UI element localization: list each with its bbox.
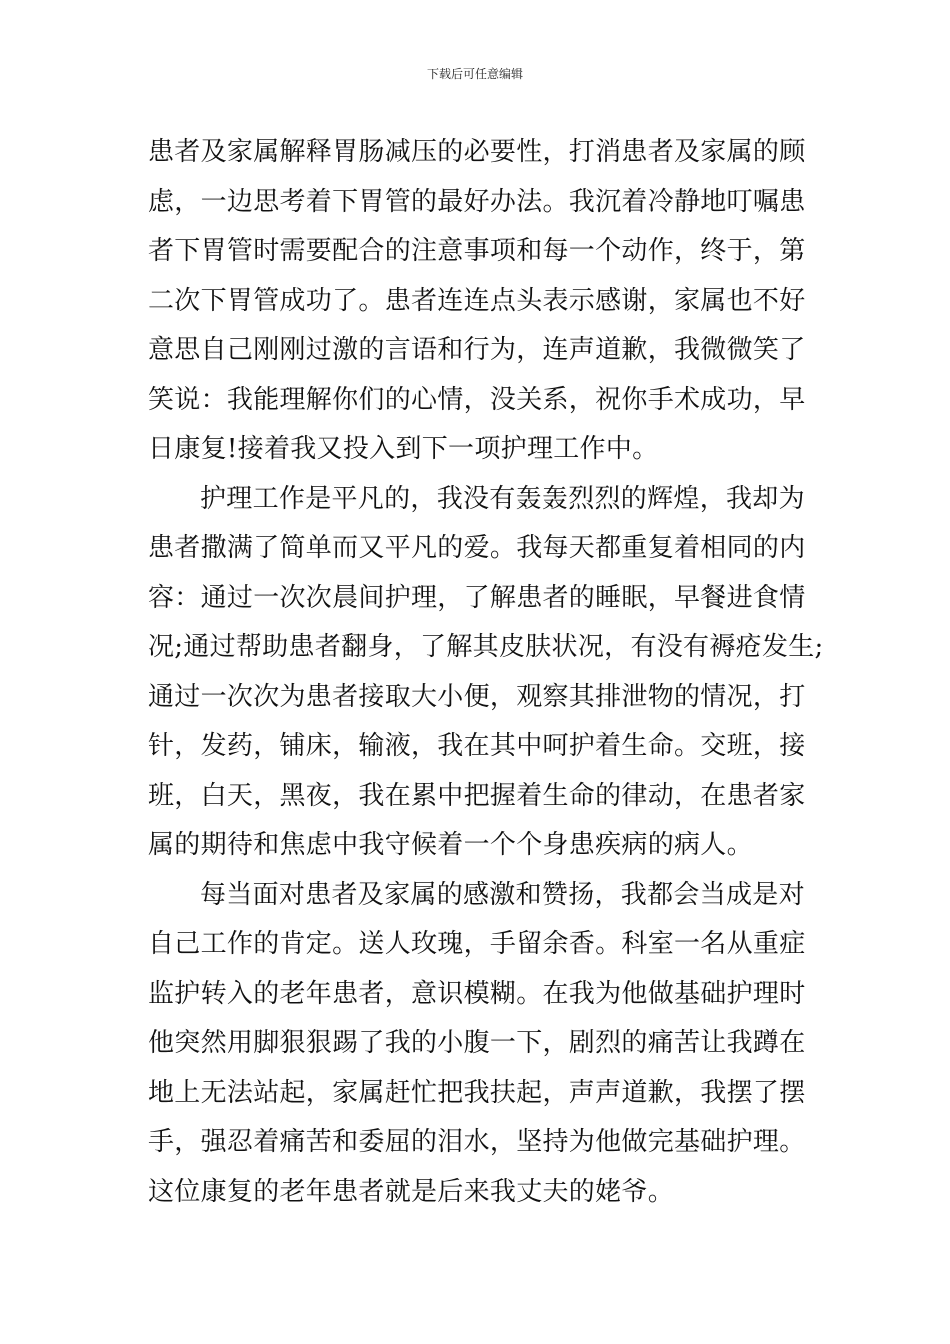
paragraph-1-line-1: 患者及家属解释胃肠减压的必要性，打消患者及家属的顾: [148, 137, 806, 167]
paragraph-3-line-7: 这位康复的老年患者就是后来我丈夫的姥爷。: [148, 1176, 675, 1207]
paragraph-1-line-7: 日康复!接着我又投入到下一项护理工作中。: [148, 434, 659, 464]
paragraph-2-line-5: 通过一次次为患者接取大小便，观察其排泄物的情况，打: [148, 681, 806, 712]
paragraph-3-line-6: 手，强忍着痛苦和委屈的泪水，坚持为他做完基础护理。: [148, 1127, 806, 1157]
paragraph-3-line-2: 自己工作的肯定。送人玫瑰，手留余香。科室一名从重症: [148, 929, 806, 959]
document-body: [148, 128, 824, 1217]
paragraph-1-line-6: 笑说：我能理解你们的心情，没关系，祝你手术成功，早: [148, 384, 806, 415]
paragraph-2-line-4: 况;通过帮助患者翻身，了解其皮肤状况，有没有褥疮发生;: [148, 632, 824, 662]
paragraph-2-line-8: 属的期待和焦虑中我守候着一个个身患疾病的病人。: [148, 830, 753, 860]
paragraph-3-line-4: 他突然用脚狠狠踢了我的小腹一下，剧烈的痛苦让我蹲在: [148, 1028, 806, 1058]
paragraph-2-line-7: 班，白天，黑夜，我在累中把握着生命的律动，在患者家: [148, 780, 806, 811]
page-header-note: 下载后可任意编辑: [426, 67, 523, 81]
paragraph-3-line-5: 地上无法站起，家属赶忙把我扶起，声声道歉，我摆了摆: [148, 1077, 806, 1108]
paragraph-3-line-3: 监护转入的老年患者，意识模糊。在我为他做基础护理时: [148, 978, 806, 1009]
paragraph-1-line-4: 二次下胃管成功了。患者连连点头表示感谢，家属也不好: [148, 285, 806, 316]
paragraph-3-line-1: 每当面对患者及家属的感激和赞扬，我都会当成是对: [200, 879, 805, 910]
paragraph-1-line-3: 者下胃管时需要配合的注意事项和每一个动作，终于，第: [148, 236, 806, 266]
paragraph-1-line-2: 虑，一边思考着下胃管的最好办法。我沉着冷静地叮嘱患: [148, 186, 806, 217]
paragraph-2-line-2: 患者撒满了简单而又平凡的爱。我每天都重复着相同的内: [148, 533, 806, 563]
paragraph-2-line-6: 针，发药，铺床，输液，我在其中呵护着生命。交班，接: [148, 731, 806, 761]
paragraph-2-line-3: 容：通过一次次晨间护理，了解患者的睡眠，早餐进食情: [148, 582, 806, 613]
paragraph-1-line-5: 意思自己刚刚过激的言语和行为，连声道歉，我微微笑了: [148, 335, 806, 365]
paragraph-2-line-1: 护理工作是平凡的，我没有轰轰烈烈的辉煌，我却为: [200, 483, 805, 514]
